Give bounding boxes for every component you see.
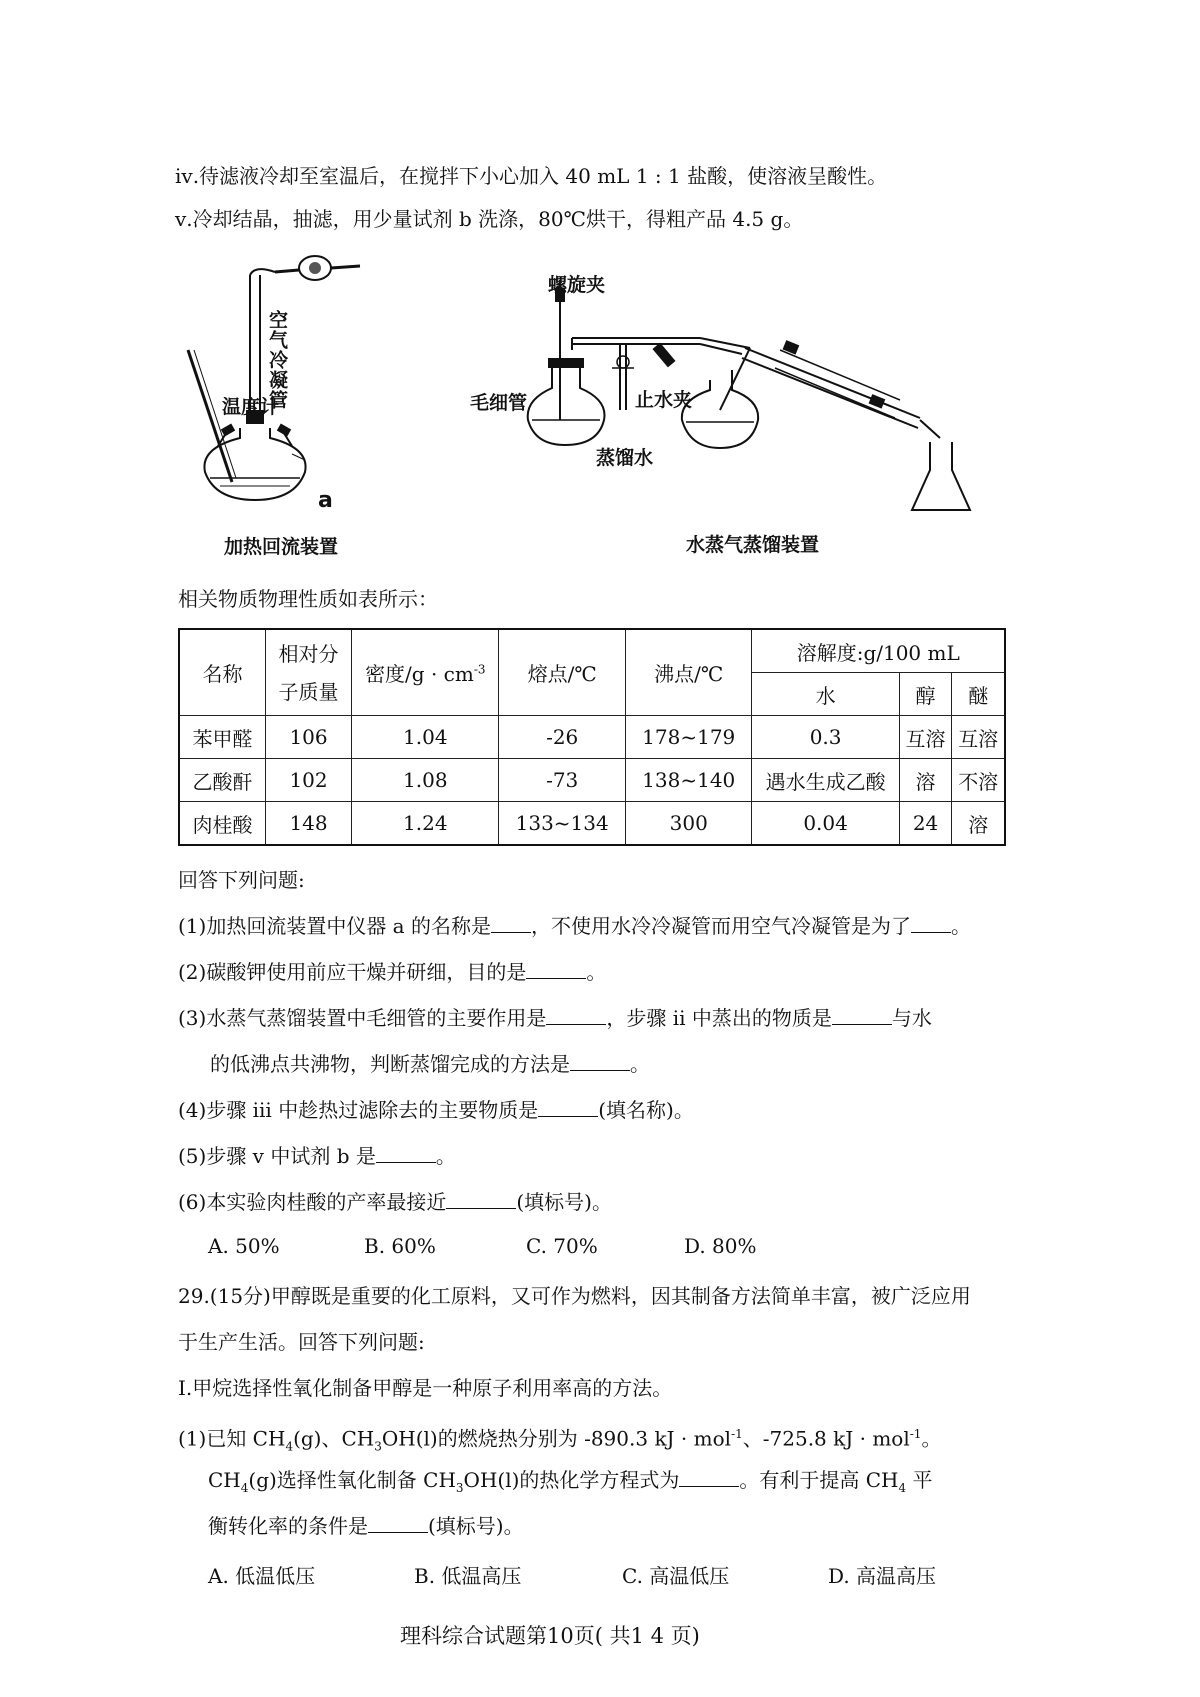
question-4: (4)步骤 ⅲ 中趁热过滤除去的主要物质是 (填名称)。 (178, 1098, 694, 1122)
question-3-cont: 的低沸点共沸物，判断蒸馏完成的方法是 。 (210, 1052, 650, 1076)
screw-clamp-label: 螺旋夹 (548, 274, 606, 296)
condenser-label: 空气冷凝管 (266, 310, 288, 410)
header-mw: 相对分 子质量 (265, 629, 351, 716)
table-row: 乙酸酐 102 1.08 -73 138~140 遇水生成乙酸 溶 不溶 (179, 759, 1005, 802)
header-ether: 醚 (952, 673, 1005, 716)
q6-option-b: B. 60% (364, 1234, 436, 1258)
q29-line-1: 29.(15分)甲醇既是重要的化工原料，又可作为燃料，因其制备方法简单丰富，被广泛应用 (178, 1284, 971, 1308)
distilled-water-label: 蒸馏水 (596, 447, 654, 469)
table-row: 苯甲醛 106 1.04 -26 178~179 0.3 互溶 互溶 (179, 716, 1005, 759)
header-mp: 熔点/℃ (499, 629, 626, 716)
capillary-label: 毛细管 (470, 392, 528, 414)
q29-sub-1-cont2: 衡转化率的条件是 (填标号)。 (208, 1514, 524, 1538)
header-solubility: 溶解度:g/100 mL (752, 629, 1005, 673)
header-density: 密度$/g \cdot cm^{-3}$ (352, 629, 499, 716)
page-footer: 理科综合试题第10页( 共1 4 页) (400, 1624, 700, 1648)
q6-option-a: A. 50% (208, 1234, 280, 1258)
properties-table (178, 628, 1006, 846)
q29-sub-1: (1)已知 $CH_4(g)$、$CH_3OH(l)$的燃烧热分别为 -890.3 kJ · mol$^{-1}$、-725.8 kJ · mol$^{-1}$。 (178, 1426, 942, 1454)
thermometer-label: 温度计 (222, 396, 280, 418)
stop-clamp-label: 止水夹 (635, 389, 693, 411)
step-iv: ⅳ.待滤液冷却至室温后，在搅拌下小心加入 40 mL 1 : 1 盐酸，使溶液呈酸性。 (175, 164, 888, 188)
q29-sub-1-cont: $CH_4(g)$选择性氧化制备 $CH_3OH(l)$的热化学方程式为 。有利于提高 $CH_4$ 平 (208, 1468, 933, 1495)
answer-intro: 回答下列问题: (178, 868, 305, 892)
q29-line-2: 于生产生活。回答下列问题: (178, 1330, 425, 1354)
steam-distillation-figure (520, 270, 1020, 530)
question-6: (6)本实验肉桂酸的产率最接近 (填标号)。 (178, 1190, 612, 1214)
q29-option-b: B. 低温高压 (414, 1564, 522, 1588)
a-label: a (318, 488, 333, 513)
table-intro: 相关物质物理性质如表所示： (178, 587, 438, 611)
question-1: (1)加热回流装置中仪器 a 的名称是 ，不使用水冷冷凝管而用空气冷凝管是为了 。 (178, 914, 971, 938)
q6-option-d: D. 80% (684, 1234, 757, 1258)
question-5: (5)步骤 ⅴ 中试剂 b 是 。 (178, 1144, 456, 1168)
header-water: 水 (752, 673, 899, 716)
question-2: (2)碳酸钾使用前应干燥并研细，目的是 。 (178, 960, 607, 984)
steam-distillation-caption: 水蒸气蒸馏装置 (686, 534, 820, 556)
q29-option-c: C. 高温低压 (622, 1564, 730, 1588)
table-row: 肉桂酸 148 1.24 133~134 300 0.04 24 溶 (179, 802, 1005, 846)
q29-option-a: A. 低温低压 (208, 1564, 316, 1588)
q29-part-1: Ⅰ.甲烷选择性氧化制备甲醇是一种原子利用率高的方法。 (178, 1376, 673, 1400)
header-bp: 沸点/℃ (625, 629, 752, 716)
question-3: (3)水蒸气蒸馏装置中毛细管的主要作用是 ，步骤 ⅱ 中蒸出的物质是 与水 (178, 1006, 932, 1030)
step-v: ⅴ.冷却结晶，抽滤，用少量试剂 b 洗涤，80℃烘干，得粗产品 4.5 g。 (175, 207, 804, 231)
q29-option-d: D. 高温高压 (828, 1564, 937, 1588)
reflux-caption: 加热回流装置 (224, 536, 339, 558)
header-alcohol: 醇 (899, 673, 952, 716)
header-name: 名称 (179, 629, 265, 716)
reflux-apparatus-figure (180, 250, 410, 510)
q6-option-c: C. 70% (526, 1234, 598, 1258)
